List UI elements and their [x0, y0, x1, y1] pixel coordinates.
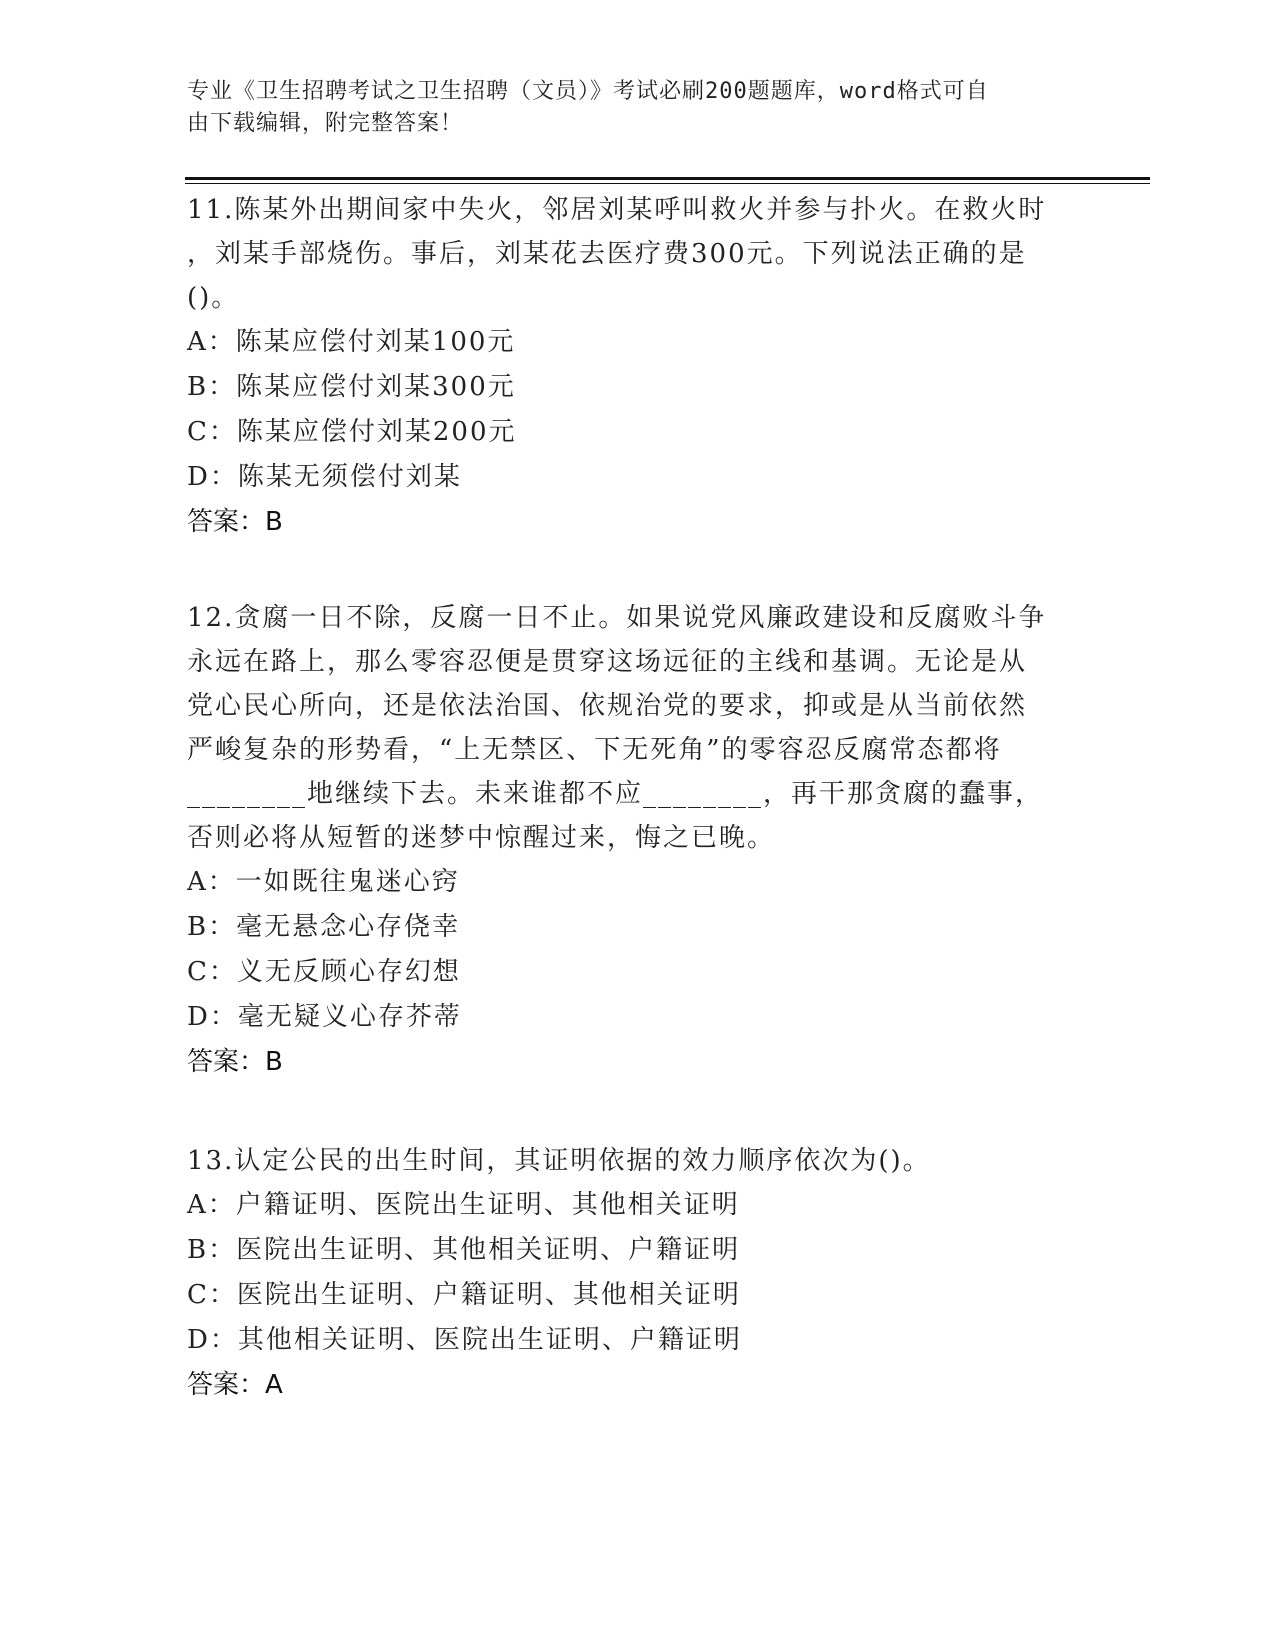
answer-label: 答案：B	[187, 507, 283, 537]
question-text-line: 11.陈某外出期间家中失火，邻居刘某呼叫救火并参与扑火。在救火时	[187, 195, 1047, 225]
document-header	[187, 76, 1067, 140]
header-line: 由下载编辑，附完整答案！	[187, 111, 464, 136]
option-a: A：一如既往鬼迷心窍	[187, 867, 460, 897]
option-b: B：陈某应偿付刘某300元	[187, 372, 516, 402]
option-b: B：医院出生证明、其他相关证明、户籍证明	[187, 1235, 741, 1265]
answer-label: 答案：A	[187, 1370, 283, 1400]
question-12	[187, 596, 1087, 1085]
question-11	[187, 188, 1087, 545]
option-d: D：其他相关证明、医院出生证明、户籍证明	[187, 1325, 742, 1355]
question-text-line: 否则必将从短暂的迷梦中惊醒过来，悔之已晚。	[187, 823, 776, 853]
question-text-line: ________地继续下去。未来谁都不应________，再干那贪腐的蠢事，	[187, 779, 1044, 809]
option-a: A：陈某应偿付刘某100元	[187, 327, 516, 357]
header-divider-thin	[185, 183, 1150, 184]
header-divider	[185, 177, 1150, 180]
option-c: C：医院出生证明、户籍证明、其他相关证明	[187, 1280, 741, 1310]
option-d: D：毫无疑义心存芥蒂	[187, 1002, 462, 1032]
question-text-line: ()。	[187, 283, 240, 313]
option-c: C：义无反顾心存幻想	[187, 957, 461, 987]
option-c: C：陈某应偿付刘某200元	[187, 417, 517, 447]
question-text-line: 严峻复杂的形势看，“上无禁区、下无死角”的零容忍反腐常态都将	[187, 735, 1002, 765]
question-text-line: 党心民心所向，还是依法治国、依规治党的要求，抑或是从当前依然	[187, 691, 1028, 721]
answer-label: 答案：B	[187, 1047, 283, 1077]
question-text-line: 永远在路上，那么零容忍便是贯穿这场远征的主线和基调。无论是从	[187, 647, 1028, 677]
question-text-line: 13.认定公民的出生时间，其证明依据的效力顺序依次为()。	[187, 1146, 931, 1176]
question-text-line: 12.贪腐一日不除，反腐一日不止。如果说党风廉政建设和反腐败斗争	[187, 603, 1047, 633]
header-line: 专业《卫生招聘考试之卫生招聘（文员）》考试必刷200题题库，word格式可自	[187, 79, 989, 104]
question-text-line: ，刘某手部烧伤。事后，刘某花去医疗费300元。下列说法正确的是	[187, 239, 1027, 269]
option-a: A：户籍证明、医院出生证明、其他相关证明	[187, 1190, 740, 1220]
option-d: D：陈某无须偿付刘某	[187, 462, 462, 492]
question-13	[187, 1139, 1087, 1408]
option-b: B：毫无悬念心存侥幸	[187, 912, 461, 942]
